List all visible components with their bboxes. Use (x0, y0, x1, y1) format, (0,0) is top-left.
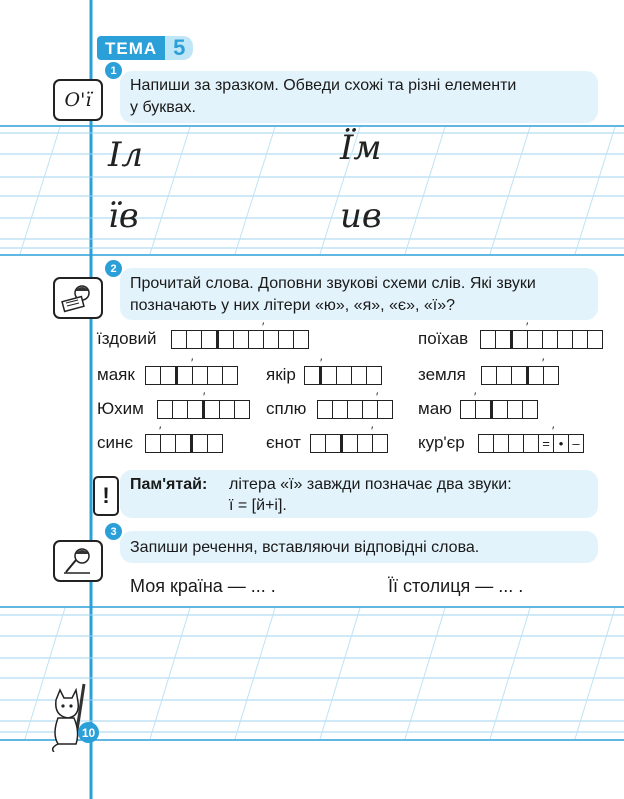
theme-label: ТЕМА (97, 36, 165, 60)
remember-label: Пам'ятай: (130, 476, 208, 493)
word-izdovyi: їздовий (97, 329, 157, 348)
sound-scheme: ′ (460, 400, 538, 419)
exclamation-icon: ! (93, 476, 119, 516)
task1-number: 1 (105, 62, 122, 79)
sound-scheme: ′ (157, 400, 250, 419)
task3-number: 3 (105, 523, 122, 540)
letters-compare-icon: О'ї (53, 79, 103, 121)
sentence-2: Її столиця — ... . (388, 576, 524, 596)
word-poikhav: поїхав (418, 329, 469, 348)
word-synie: синє (97, 433, 134, 452)
remember-text-line1: літера «ї» завжди позначає два звуки: (229, 476, 512, 493)
sentence-1: Моя країна — ... . (130, 576, 276, 596)
sound-scheme: ′ (317, 400, 393, 419)
cursive-sample-2: Їм (340, 128, 382, 168)
writing-boy-icon (53, 540, 103, 582)
word-zemlia: земля (418, 365, 466, 384)
sound-scheme: ′ (310, 434, 388, 453)
sound-scheme: ′ (480, 330, 603, 349)
task1-instruction-line2: у буквах. (130, 99, 196, 116)
sound-scheme: ′ (145, 366, 238, 385)
task2-number: 2 (105, 260, 122, 277)
word-yukhym: Юхим (97, 399, 144, 418)
word-yakir: якір (266, 365, 296, 384)
remember-text-line2: ї = [й+і]. (229, 497, 287, 514)
word-splyu: сплю (266, 399, 307, 418)
sound-scheme: = ′ • – (478, 434, 584, 453)
reading-boy-icon (53, 277, 103, 319)
sound-scheme: ′ (145, 434, 223, 453)
theme-number: 5 (165, 36, 193, 60)
cursive-sample-1: Іл (108, 135, 144, 175)
cursive-sample-3: їв (108, 196, 139, 236)
task2-instruction-line2: позначають у них літери «ю», «я», «є», «ї»? (130, 297, 456, 314)
page-number: 10 (78, 722, 99, 743)
theme-badge (97, 36, 193, 60)
cat-mascot-icon (46, 682, 96, 757)
word-mayu: маю (418, 399, 452, 418)
word-kurier: кур'єр (418, 433, 465, 452)
word-mayak: маяк (97, 365, 135, 384)
word-yenot: єнот (266, 433, 301, 452)
task2-instruction-line1: Прочитай слова. Доповни звукові схеми слів. Які звуки (130, 275, 536, 292)
task3-instruction: Запиши речення, вставляючи відповідні слова. (130, 539, 480, 556)
cursive-sample-4: ив (340, 196, 382, 236)
sound-scheme: ′ (304, 366, 382, 385)
task1-instruction-line1: Напиши за зразком. Обведи схожі та різні елементи (130, 77, 517, 94)
sound-scheme: ′ (481, 366, 559, 385)
sound-scheme: ′ (171, 330, 309, 349)
